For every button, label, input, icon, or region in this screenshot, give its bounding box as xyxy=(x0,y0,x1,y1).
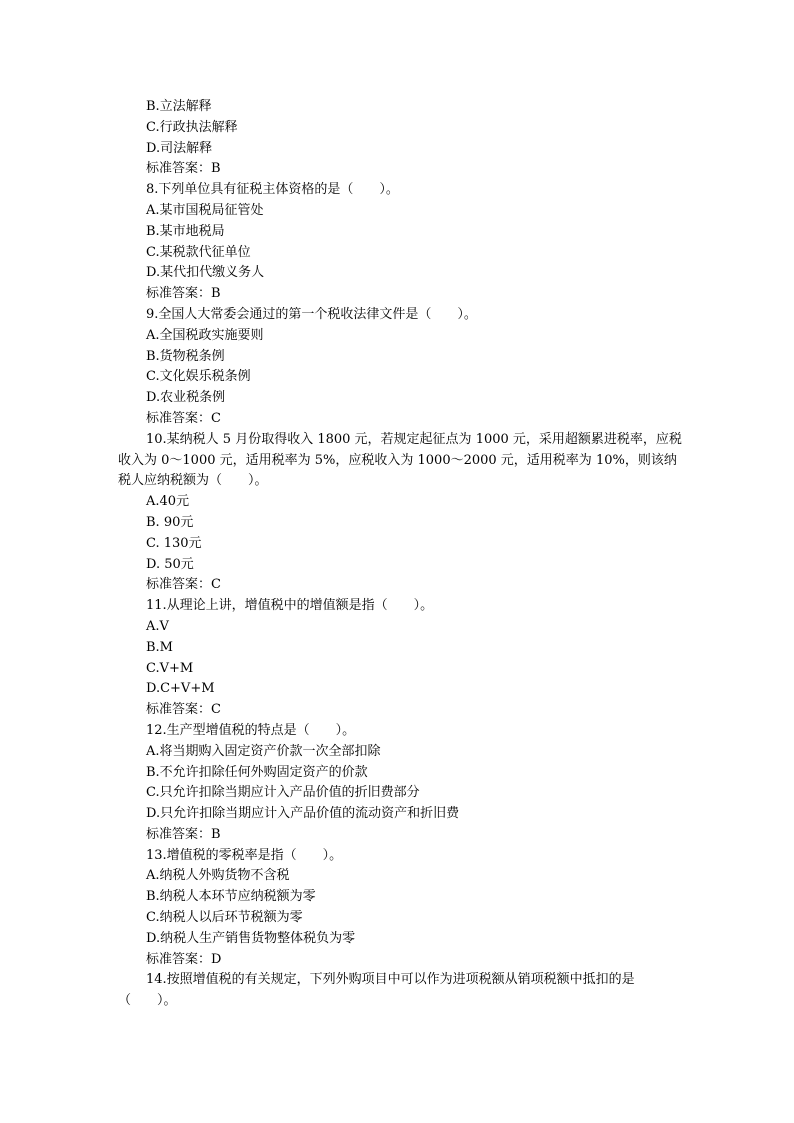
answer-line: 标准答案：C xyxy=(146,702,221,718)
answer-line: 标准答案：B xyxy=(146,286,221,302)
option-line: C.只允许扣除当期应计入产品价值的折旧费部分 xyxy=(146,785,420,801)
answer-line: 标准答案：C xyxy=(146,410,221,426)
option-line: B.货物税条例 xyxy=(146,348,225,364)
question-line: 8.下列单位具有征税主体资格的是（ ）。 xyxy=(146,182,399,198)
option-line: B.M xyxy=(146,639,173,655)
question-paragraph-14: 14.按照增值税的有关规定，下列外购项目中可以作为进项税额从销项税额中抵扣的是（ ）。 xyxy=(118,972,635,1009)
document-content xyxy=(118,97,688,1012)
option-line: C.V+M xyxy=(146,660,194,676)
answer-line: 标准答案：C xyxy=(146,577,221,593)
option-line: B.纳税人本环节应纳税额为零 xyxy=(146,889,316,905)
question-line: 11.从理论上讲，增值税中的增值额是指（ ）。 xyxy=(146,598,434,614)
option-line: A.全国税政实施要则 xyxy=(146,327,264,343)
question-line: 12.生产型增值税的特点是（ ）。 xyxy=(146,722,356,738)
option-line: D.农业税条例 xyxy=(146,390,226,406)
option-line: B.不允许扣除任何外购固定资产的价款 xyxy=(146,764,368,780)
answer-line: 标准答案：D xyxy=(146,951,222,967)
option-line: A.40元 xyxy=(146,494,190,510)
option-line: D.C+V+M xyxy=(146,681,215,697)
option-line: C.纳税人以后环节税额为零 xyxy=(146,910,303,926)
question-paragraph-10: 10.某纳税人 5 月份取得收入 1800 元，若规定起征点为 1000 元，采用超额累进税率，应税收入为 0～1000 元，适用税率为 5%，应税收入为 1000～2000 元，适用税率为 10%，则该纳税人应纳税额为（ ）。 xyxy=(118,431,682,489)
option-line: B. 90元 xyxy=(146,514,194,530)
option-line: C.某税款代征单位 xyxy=(146,244,251,260)
answer-line: 标准答案：B xyxy=(146,826,221,842)
option-line: B.立法解释 xyxy=(146,99,212,114)
option-line: A.某市国税局征管处 xyxy=(146,202,264,218)
answer-line: 标准答案：B xyxy=(146,161,221,177)
option-line: D.纳税人生产销售货物整体税负为零 xyxy=(146,930,356,946)
question-line: 13.增值税的零税率是指（ ）。 xyxy=(146,847,343,863)
option-line: D.只允许扣除当期应计入产品价值的流动资产和折旧费 xyxy=(146,806,460,822)
option-line: A.将当期购入固定资产价款一次全部扣除 xyxy=(146,743,381,759)
option-line: D.司法解释 xyxy=(146,140,213,156)
option-line: C. 130元 xyxy=(146,535,202,551)
option-line: C.文化娱乐税条例 xyxy=(146,369,251,385)
option-line: D.某代扣代缴义务人 xyxy=(146,265,265,281)
option-line: B.某市地税局 xyxy=(146,223,225,239)
option-line: A.纳税人外购货物不含税 xyxy=(146,868,290,884)
question-line: 9.全国人大常委会通过的第一个税收法律文件是（ ）。 xyxy=(146,306,477,322)
option-line: D. 50元 xyxy=(146,556,194,572)
option-line: C.行政执法解释 xyxy=(146,119,238,135)
option-line: A.V xyxy=(146,618,169,634)
